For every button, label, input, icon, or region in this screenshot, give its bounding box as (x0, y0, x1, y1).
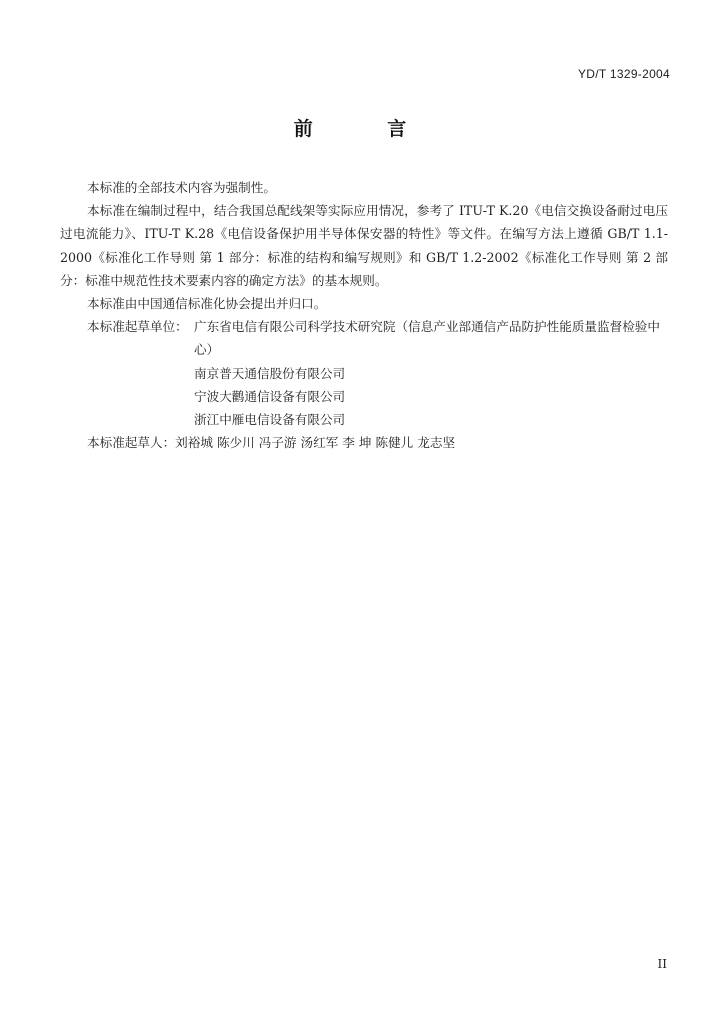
drafting-unit-item: 宁波大鹳通信设备有限公司 (194, 388, 346, 404)
drafting-units-list (194, 315, 668, 431)
drafting-units-label: 本标准起草单位： (87, 319, 188, 335)
drafting-unit-item: 广东省电信有限公司科学技术研究院（信息产业部通信产品防护性能质量监督检验中心） (194, 319, 660, 358)
drafters-section (60, 431, 668, 454)
paragraph-proposer: 本标准由中国通信标准化协会提出并归口。 (87, 296, 327, 312)
paragraph-mandatory: 本标准的全部技术内容为强制性。 (87, 180, 276, 195)
body-text (60, 176, 668, 454)
page-title: 前 言 (293, 118, 441, 140)
drafters-label: 本标准起草人： (87, 435, 176, 451)
drafting-units-section (60, 315, 668, 431)
drafting-unit-item: 南京普天通信股份有限公司 (194, 365, 346, 381)
document-code: YD/T 1329-2004 (577, 67, 670, 81)
page-number: II (657, 957, 667, 971)
paragraph-drafting-process: 本标准在编制过程中，结合我国总配线架等实际应用情况，参考了 ITU-T K.20《电信交换设备耐过电压过电流能力》、ITU-T K.28《电信设备保护用半导体保安器的特性》等文件。在编写方法上遵循 GB/T 1.1-2000《标准化工作导则 第 1 部分：标准的结构和编写规则》和 GB/T 1.2-2002《标准化工作导则 第 2 部分：标准中规范性技术要素内容的确定方法》的基本规则。 (60, 203, 668, 288)
drafters-names: 刘裕城 陈少川 冯子游 汤红军 李 坤 陈健儿 龙志坚 (175, 435, 456, 451)
drafting-unit-item: 浙江中雁电信设备有限公司 (194, 412, 346, 428)
